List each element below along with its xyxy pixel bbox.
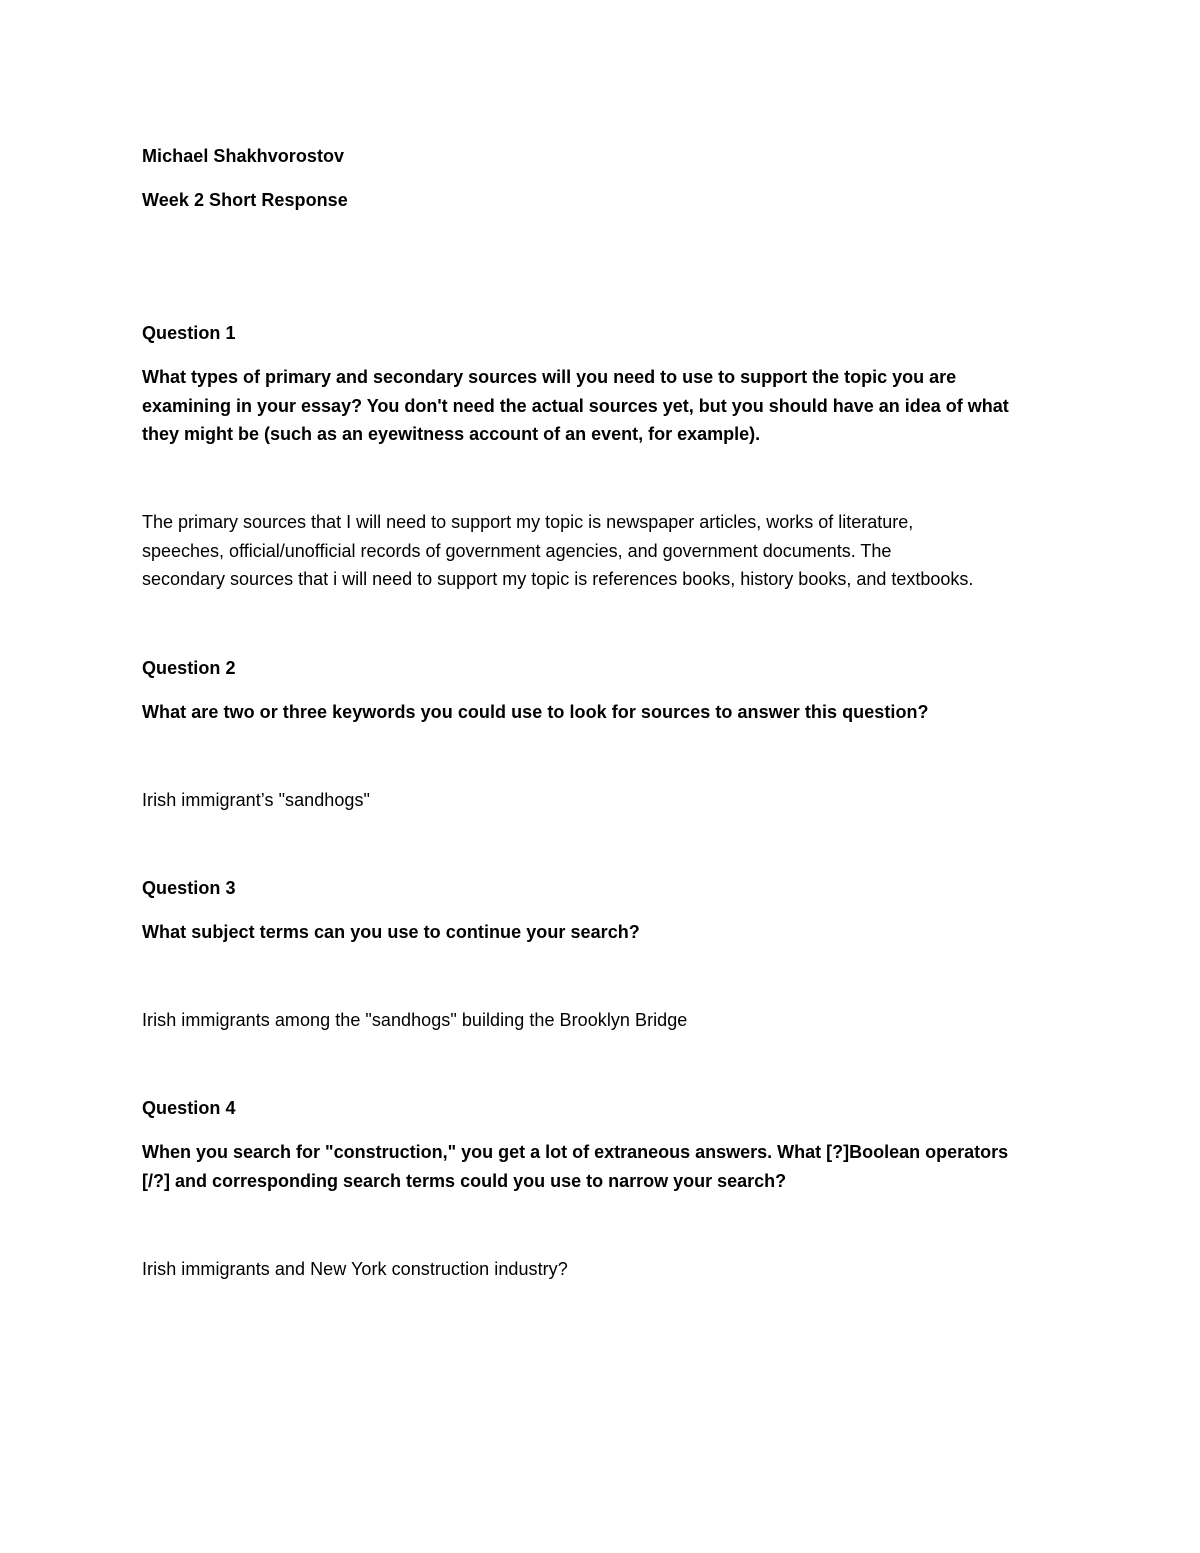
question-4-prompt-line: When you search for "construction," you get a lot of extraneous answers. What [?]Boolean operators	[142, 1142, 1009, 1162]
question-4-answer: Irish immigrants and New York construction industry?	[142, 1259, 568, 1279]
question-2-answer: Irish immigrant’s "sandhogs"	[142, 790, 370, 810]
author-name: Michael Shakhvorostov	[142, 146, 345, 166]
question-4-prompt-line: [/?] and corresponding search terms could you use to narrow your search?	[142, 1170, 787, 1191]
question-1-prompt	[142, 363, 1072, 449]
question-1-answer-line: The primary sources that I will need to support my topic is newspaper articles, works of literature,	[142, 512, 914, 532]
question-1-answer-line: speeches, official/unofficial records of government agencies, and government documents. The	[142, 540, 892, 561]
assignment-title: Week 2 Short Response	[142, 190, 348, 210]
question-1-prompt-line: examining in your essay? You don't need the actual sources yet, but you should have an idea of what	[142, 395, 1009, 416]
question-4-heading: Question 4	[142, 1098, 236, 1118]
question-1-prompt-line: What types of primary and secondary sources will you need to use to support the topic you are	[142, 367, 957, 387]
question-4-prompt	[142, 1138, 1072, 1195]
question-3-heading: Question 3	[142, 878, 236, 898]
question-3-answer: Irish immigrants among the "sandhogs" building the Brooklyn Bridge	[142, 1010, 688, 1030]
question-2-prompt: What are two or three keywords you could use to look for sources to answer this question?	[142, 702, 929, 722]
question-1-answer-line: secondary sources that i will need to support my topic is references books, history books, and textbooks.	[142, 569, 974, 589]
question-2-heading: Question 2	[142, 658, 236, 678]
question-1-heading: Question 1	[142, 323, 236, 343]
question-3-prompt: What subject terms can you use to continue your search?	[142, 922, 640, 942]
question-1-prompt-line: they might be (such as an eyewitness account of an event, for example).	[142, 424, 761, 444]
question-1-answer	[142, 508, 1072, 594]
